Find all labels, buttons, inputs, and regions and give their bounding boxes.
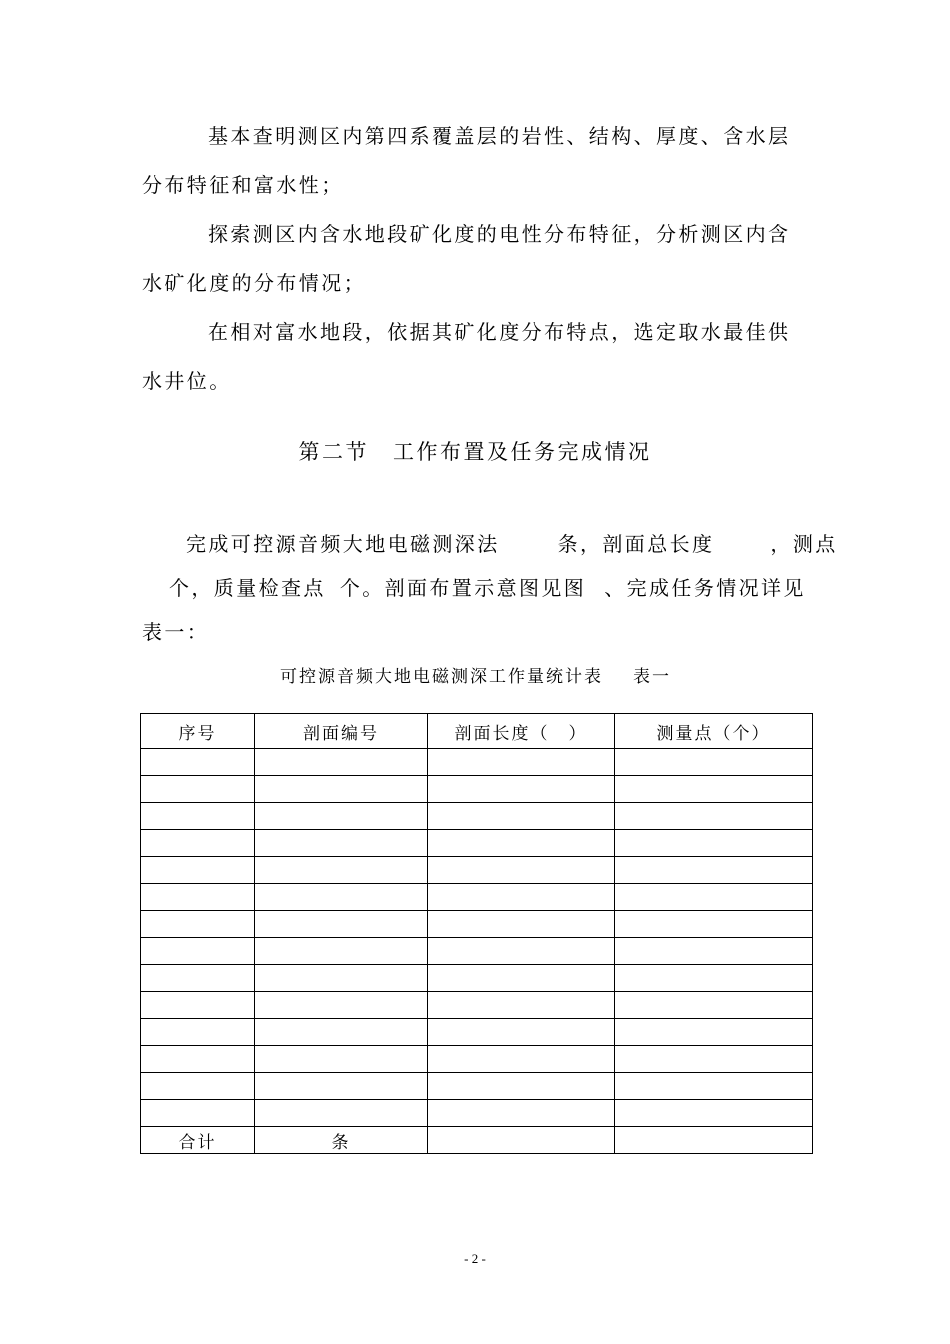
table-cell: [428, 911, 615, 938]
total-cell: [428, 1127, 615, 1154]
table-cell: [255, 857, 428, 884]
table-cell: [141, 884, 255, 911]
table-cell: [141, 911, 255, 938]
table-cell: [141, 938, 255, 965]
table-row: [141, 938, 813, 965]
column-header: 序号: [141, 714, 255, 749]
work-summary-text: 、完成任务情况详见: [604, 576, 806, 600]
total-cell: 合计: [141, 1127, 255, 1154]
table-row: [141, 749, 813, 776]
work-summary-text: 个。剖面布置示意图见图: [339, 576, 587, 600]
table-cell: [615, 830, 813, 857]
table-cell: [255, 884, 428, 911]
table-cell: [615, 749, 813, 776]
column-header: 测量点（个）: [615, 714, 813, 749]
work-summary-text: 个，质量检查点: [169, 576, 326, 600]
table-cell: [615, 884, 813, 911]
table-row: [141, 1073, 813, 1100]
table-cell: [255, 1019, 428, 1046]
table-cell: [428, 749, 615, 776]
table-cell: [141, 965, 255, 992]
table-row: [141, 1019, 813, 1046]
total-cell: 条: [255, 1127, 428, 1154]
work-summary-line-3: 表一：: [142, 620, 210, 644]
table-cell: [615, 857, 813, 884]
table-cell: [255, 965, 428, 992]
table-row: [141, 776, 813, 803]
table-cell: [255, 749, 428, 776]
work-summary-line-1: [142, 520, 838, 569]
table-cell: [141, 803, 255, 830]
table-cell: [141, 1100, 255, 1127]
work-summary-text: ，测点: [770, 532, 838, 556]
table-cell: [615, 803, 813, 830]
table-header-row: [141, 714, 813, 749]
table-cell: [141, 1073, 255, 1100]
table-cell: [141, 857, 255, 884]
column-header: 剖面编号: [255, 714, 428, 749]
table-cell: [428, 1073, 615, 1100]
workload-statistics-table: [140, 713, 813, 1154]
table-row: [141, 830, 813, 857]
table-cell: [141, 749, 255, 776]
column-header: 剖面长度（ ）: [428, 714, 615, 749]
table-cell: [255, 803, 428, 830]
table-cell: [428, 1019, 615, 1046]
table-cell: [615, 1046, 813, 1073]
table-caption: [280, 662, 671, 687]
table-row: [141, 911, 813, 938]
table-cell: [615, 1100, 813, 1127]
table-row: [141, 992, 813, 1019]
table-cell: [255, 1100, 428, 1127]
table-cell: [255, 830, 428, 857]
table-cell: [428, 830, 615, 857]
table-cell: [428, 992, 615, 1019]
table-cell: [255, 911, 428, 938]
table-caption-title: 可控源音频大地电磁测深工作量统计表: [280, 667, 603, 687]
table-cell: [615, 965, 813, 992]
table-cell: [255, 938, 428, 965]
table-cell: [615, 992, 813, 1019]
work-summary-text: 完成可控源音频大地电磁测深法: [186, 532, 500, 556]
table-cell: [615, 911, 813, 938]
work-summary-line-2: [151, 564, 821, 613]
table-cell: [255, 776, 428, 803]
table-cell: [255, 1073, 428, 1100]
table-cell: [428, 965, 615, 992]
table-cell: [615, 1019, 813, 1046]
objective-paragraph-3: 在相对富水地段，依据其矿化度分布特点，选定取水最佳供水井位。: [142, 320, 791, 393]
table-total-row: [141, 1127, 813, 1154]
section-title: 工作布置及任务完成情况: [393, 440, 652, 464]
total-cell: [615, 1127, 813, 1154]
section-number: 第二节: [298, 440, 369, 464]
table-row: [141, 1046, 813, 1073]
table-row: [141, 857, 813, 884]
table-cell: [428, 857, 615, 884]
table-row: [141, 803, 813, 830]
objective-paragraph-2: 探索测区内含水地段矿化度的电性分布特征，分析测区内含水矿化度的分布情况；: [142, 222, 791, 295]
table-cell: [141, 830, 255, 857]
table-cell: [428, 938, 615, 965]
table-row: [141, 965, 813, 992]
section-heading: [0, 436, 950, 466]
table-row: [141, 1100, 813, 1127]
objective-paragraph-1: 基本查明测区内第四系覆盖层的岩性、结构、厚度、含水层分布特征和富水性；: [142, 124, 791, 197]
table-row: [141, 884, 813, 911]
table-cell: [428, 1100, 615, 1127]
table-cell: [141, 776, 255, 803]
page-number: - 2 -: [464, 1251, 486, 1266]
table-cell: [141, 1046, 255, 1073]
work-summary-text: 条，剖面总长度: [557, 532, 715, 556]
table-cell: [615, 1073, 813, 1100]
table-caption-tag: 表一: [633, 667, 671, 687]
table-cell: [615, 776, 813, 803]
table-cell: [428, 803, 615, 830]
table-cell: [615, 938, 813, 965]
table-cell: [141, 992, 255, 1019]
table-cell: [428, 1046, 615, 1073]
table-cell: [255, 1046, 428, 1073]
table-cell: [141, 1019, 255, 1046]
table-cell: [255, 992, 428, 1019]
table-cell: [428, 884, 615, 911]
table-cell: [428, 776, 615, 803]
